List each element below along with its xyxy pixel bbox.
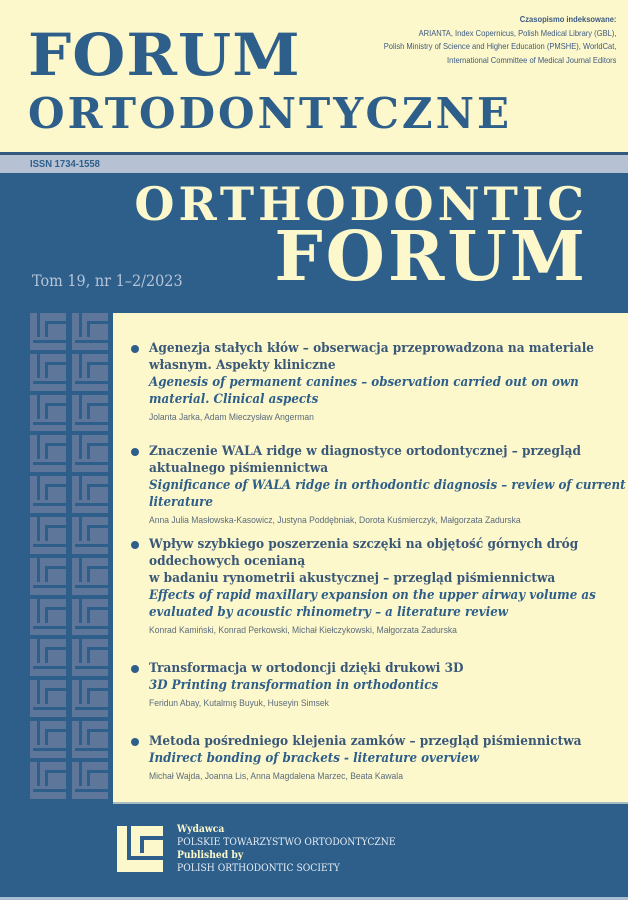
article-title-pl: Znaczenie WALA ridge w diagnostyce ortodontycznej – przegląd aktualnego piśmiennictwa [149,444,581,476]
article-authors: Feridun Abay, Kutalmış Buyuk, Huseyin Simsek [149,698,329,709]
indexing-info [383,13,616,67]
indexing-line: Polish Ministry of Science and Higher Education (PMSHE), WorldCat, [383,41,616,52]
journal-title-en-line1: ORTHODONTIC [134,177,588,231]
issn-band [0,155,628,173]
pattern-tile-icon [30,721,66,758]
issn-number: ISSN 1734-1558 [30,158,100,170]
indexing-label: Czasopismo indeksowane: [519,14,616,24]
decorative-pattern [30,313,110,801]
pattern-tile-icon [30,395,66,432]
pattern-tile-icon [30,476,66,513]
pattern-tile-icon [30,517,66,554]
publisher-text [177,823,396,875]
article-title-pl: Agenezja stałych kłów – obserwacja przeprowadzona na materiale własnym. Aspekty kliniczne [149,341,595,373]
pattern-tile-icon [30,762,66,799]
article-item[interactable] [131,340,621,425]
pattern-tile-icon [30,680,66,717]
bullet-icon [131,738,139,746]
pattern-tile-icon [72,313,108,350]
pattern-tile-icon [72,517,108,554]
pattern-tile-icon [72,395,108,432]
pattern-tile-icon [72,680,108,717]
article-title-pl: Transformacja w ortodoncji dzięki drukowi 3D [149,661,464,676]
article-title-pl: Wpływ szybkiego poszerzenia szczęki na objętość górnych dróg oddechowych ocenianą [149,537,579,569]
article-title-en: Effects of rapid maxillary expansion on the upper airway volume as evaluated by acoustic rhinometry – a literature review [149,588,596,620]
article-title-en: Significance of WALA ridge in orthodontic diagnosis – review of current literature [149,478,626,510]
article-item[interactable] [131,733,621,784]
bullet-icon [131,345,139,353]
pattern-tile-icon [72,354,108,391]
article-title-pl-cont: w badaniu rynometrii akustycznej – przegląd piśmiennictwa [149,571,556,586]
article-authors: Konrad Kamiński, Konrad Perkowski, Michał Kiełczykowski, Małgorzata Zadurska [149,625,457,636]
article-title-pl: Metoda pośredniego klejenia zamków – przegląd piśmiennictwa [149,734,582,749]
contents-panel [113,313,628,804]
pattern-tile-icon [30,354,66,391]
article-title-en: Indirect bonding of brackets - literature overview [149,751,479,766]
bullet-icon [131,665,139,673]
indexing-line: ARIANTA, Index Copernicus, Polish Medical Library (GBL), [418,27,616,38]
pattern-tile-icon [30,313,66,350]
bullet-icon [131,448,139,456]
publisher-label-pl: Wydawca [177,824,225,835]
pattern-tile-icon [72,639,108,676]
bullet-icon [131,541,139,549]
article-authors: Jolanta Jarka, Adam Mieczysław Angerman [149,412,314,423]
journal-title-pl-line1: FORUM [28,21,301,89]
pattern-tile-icon [72,721,108,758]
pattern-tile-icon [72,599,108,636]
publisher-name-en: POLISH ORTHODONTIC SOCIETY [177,863,340,874]
volume-issue: Tom 19, nr 1–2/2023 [32,271,183,290]
article-authors: Anna Julia Masłowska-Kasowicz, Justyna Poddębniak, Dorota Kuśmierczyk, Małgorzata Zadurska [149,515,521,526]
pattern-tile-icon [30,639,66,676]
publisher-label-en: Published by [177,850,244,861]
pattern-tile-icon [72,558,108,595]
publisher-name-pl: POLSKIE TOWARZYSTWO ORTODONTYCZNE [177,837,396,848]
article-item[interactable] [131,536,621,638]
journal-title-en-line2: FORUM [274,217,588,297]
article-title-en: 3D Printing transformation in orthodontics [149,678,439,693]
article-item[interactable] [131,660,621,711]
pattern-tile-icon [30,435,66,472]
article-authors: Michał Wajda, Joanna Lis, Anna Magdalena Marzec, Beata Kawala [149,771,403,782]
pattern-tile-icon [30,558,66,595]
pattern-tile-icon [72,762,108,799]
pattern-tile-icon [72,435,108,472]
society-logo-icon [117,826,163,872]
journal-title-pl-line2: ORTODONTYCZNE [28,89,512,138]
pattern-tile-icon [72,476,108,513]
article-title-en: Agenesis of permanent canines – observation carried out on own material. Clinical aspects [149,375,579,407]
indexing-line: International Committee of Medical Journal Editors [446,54,616,65]
pattern-tile-icon [30,599,66,636]
article-item[interactable] [131,443,626,528]
masthead [0,0,628,152]
